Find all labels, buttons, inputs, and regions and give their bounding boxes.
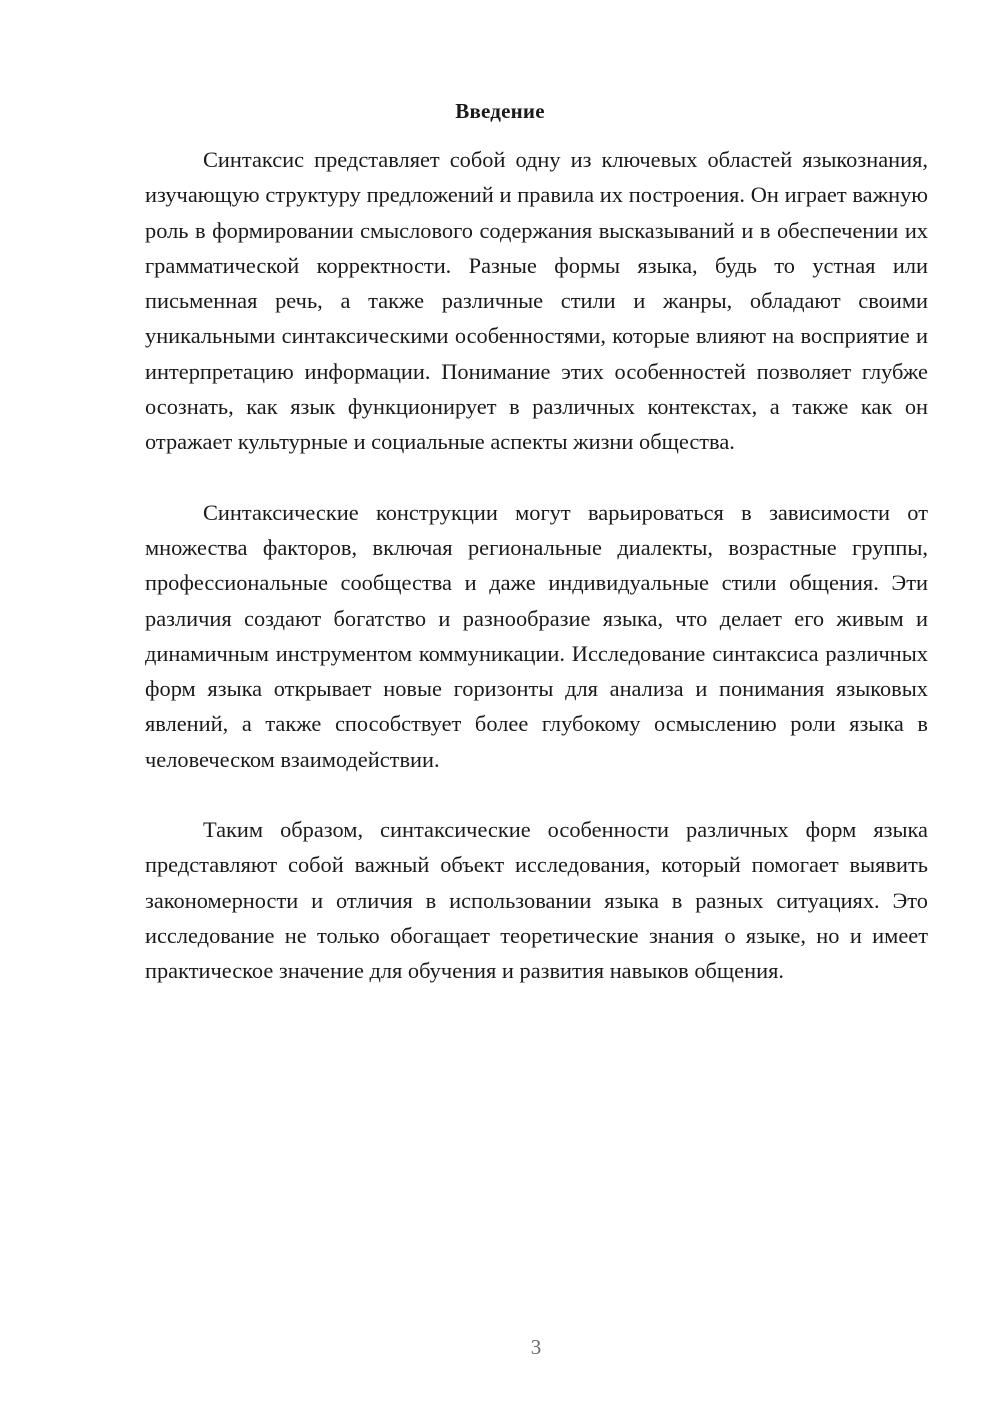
page-title: Введение — [455, 99, 545, 123]
page-number: 3 — [530, 1335, 542, 1359]
paragraph-3: Таким образом, синтаксические особенности различных форм языка представляют собой важный объект исследования, который помогает выявить закономерности и отличия в использовании языка в разных ситуациях. Это исследование не только обогащает теоретические знания о языке, но и имеет практическое значение для обучения и развития навыков общения. — [145, 817, 928, 984]
body-text — [145, 142, 928, 989]
paragraph-2: Синтаксические конструкции могут варьироваться в зависимости от множества факторов, включая региональные диалекты, возрастные группы, профессиональные сообщества и даже индивидуальные стили общения. Эти различия создают богатство и разнообразие языка, что делает его живым и динамичным инструментом коммуникации. Исследование синтаксиса различных форм языка открывает новые горизонты для анализа и понимания языковых явлений, а также способствует более глубокому осмыслению роли языка в человеческом взаимодействии. — [145, 499, 928, 772]
paragraph-1: Синтаксис представляет собой одну из ключевых областей языкознания, изучающую структуру предложений и правила их построения. Он играет важную роль в формировании смыслового содержания высказываний и в обеспечении их грамматической корректности. Разные формы языка, будь то устная или письменная речь, а также различные стили и жанры, обладают своими уникальными синтаксическими особенностями, которые влияют на восприятие и интерпретацию информации. Понимание этих особенностей позволяет глубже осознать, как язык функционирует в различных контекстах, а также как он отражает культурные и социальные аспекты жизни общества. — [145, 147, 928, 455]
